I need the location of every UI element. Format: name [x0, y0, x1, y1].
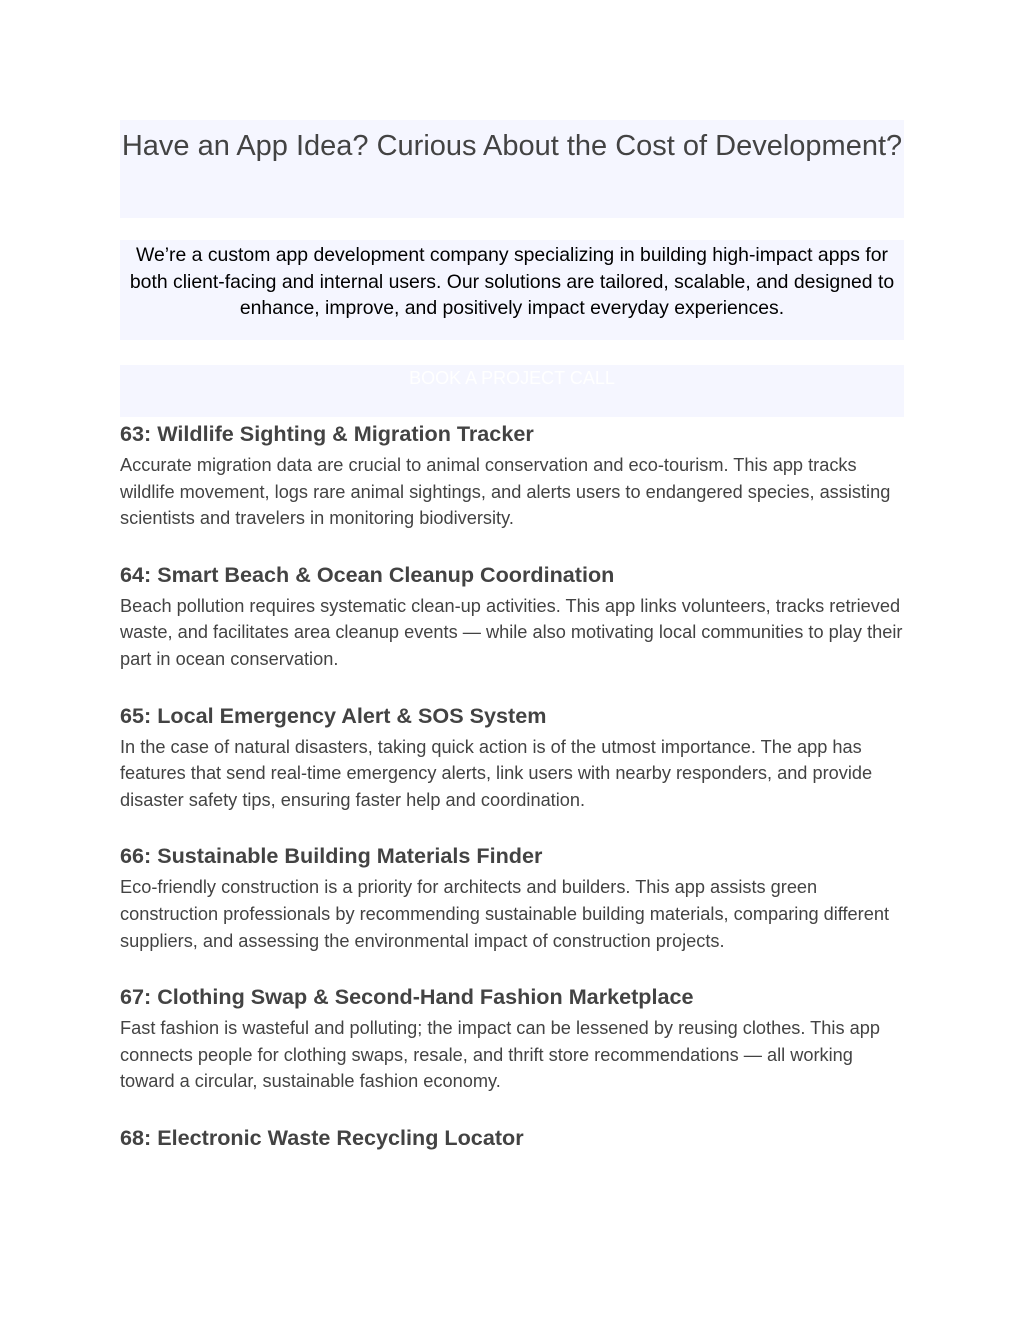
promo-description-box	[120, 240, 904, 340]
list-item	[120, 1123, 904, 1153]
section-heading: 67: Clothing Swap & Second-Hand Fashion Marketplace	[120, 984, 694, 1010]
promo-title-box	[120, 120, 904, 218]
section-heading: 66: Sustainable Building Materials Finder	[120, 843, 543, 869]
section-heading: 64: Smart Beach & Ocean Cleanup Coordination	[120, 561, 615, 587]
promo-description: We’re a custom app development company specializing in building high-impact apps for both client-facing and internal users. Our solutions are tailored, scalable, and designed to enhance, improve, and positively impact everyday experiences.	[129, 244, 895, 319]
list-item	[120, 560, 904, 673]
promo-spacer	[120, 340, 904, 365]
book-project-call-button[interactable]: BOOK A PROJECT CALL	[120, 365, 904, 417]
app-ideas-list	[120, 419, 904, 1153]
promo-spacer	[120, 218, 904, 240]
section-body: Eco-friendly construction is a priority for architects and builders. This app assists green construction professionals by recommending sustainable building materials, comparing different suppliers, and assessing the environmental impact of construction projects.	[120, 877, 889, 951]
list-item	[120, 982, 904, 1095]
list-item	[120, 841, 904, 954]
section-heading: 68: Electronic Waste Recycling Locator	[120, 1124, 524, 1150]
list-item	[120, 419, 904, 532]
section-heading: 65: Local Emergency Alert & SOS System	[120, 702, 547, 728]
document-page	[120, 120, 904, 1153]
section-body: Fast fashion is wasteful and polluting; the impact can be lessened by reusing clothes. This app connects people for clothing swaps, resale, and thrift store recommendations — all working toward a circular, sustainable fashion economy.	[120, 1018, 880, 1092]
section-heading: 63: Wildlife Sighting & Migration Tracker	[120, 421, 534, 446]
list-item	[120, 701, 904, 814]
section-body: In the case of natural disasters, taking quick action is of the utmost importance. The app has features that send real-time emergency alerts, link users with nearby responders, and provide disaster safety tips, ensuring faster help and coordination.	[120, 736, 873, 810]
promo-title: Have an App Idea? Curious About the Cost of Development?	[121, 130, 903, 162]
section-body: Accurate migration data are crucial to animal conservation and eco-tourism. This app tracks wildlife movement, logs rare animal sightings, and alerts users to endangered species, assisting scientists and travelers in monitoring biodiversity.	[120, 455, 891, 529]
section-body: Beach pollution requires systematic clean-up activities. This app links volunteers, tracks retrieved waste, and facilitates area cleanup events — while also motivating local communities to play their part in ocean conservation.	[120, 595, 903, 669]
